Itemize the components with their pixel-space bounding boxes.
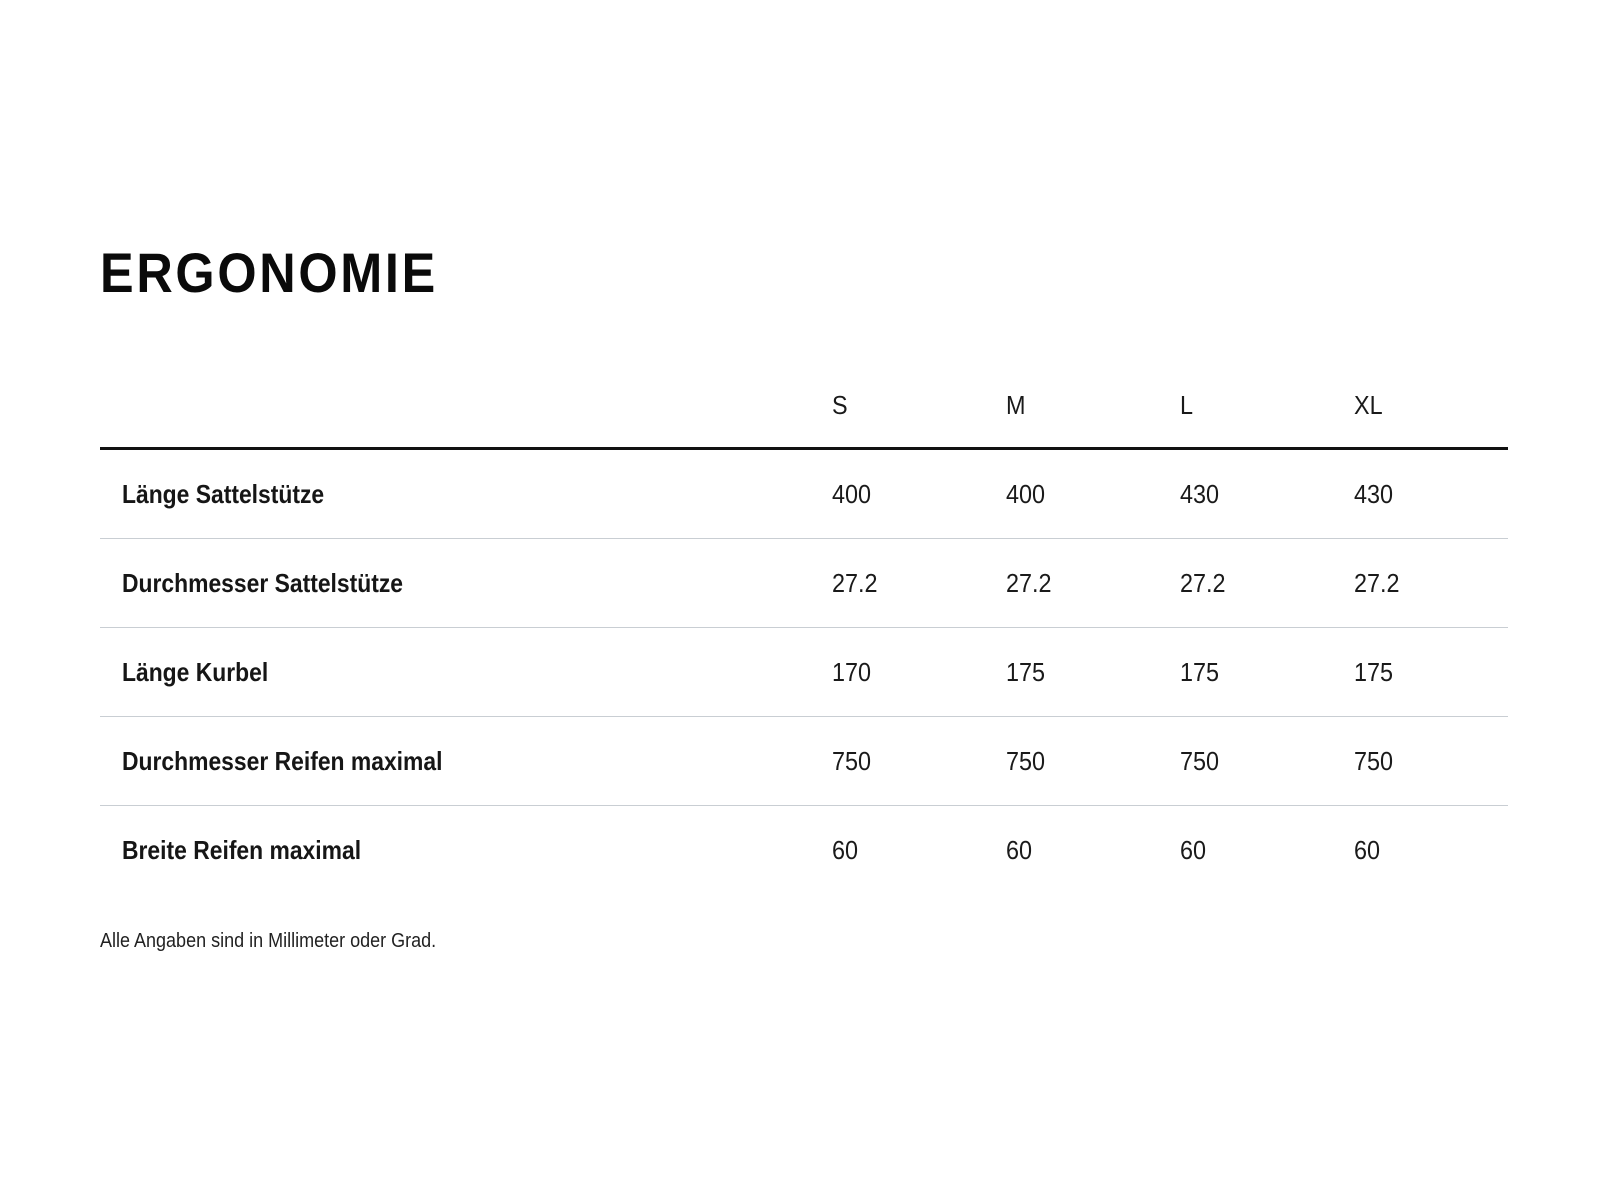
row-label: Durchmesser Sattelstütze [122, 568, 404, 598]
table-cell: 27.2 [1354, 568, 1400, 598]
column-header-s: S [832, 390, 848, 420]
ergonomics-table [100, 362, 1508, 895]
table-header-row [100, 362, 1508, 450]
column-header-xl: XL [1354, 390, 1383, 420]
table-cell: 27.2 [1180, 568, 1226, 598]
table-cell: 27.2 [1006, 568, 1052, 598]
row-label: Durchmesser Reifen maximal [122, 746, 443, 776]
table-cell: 430 [1180, 479, 1220, 509]
table-cell: 400 [1006, 479, 1046, 509]
table-cell: 175 [1354, 657, 1394, 687]
table-cell: 60 [1354, 835, 1381, 865]
table-cell: 175 [1006, 657, 1046, 687]
table-cell: 60 [1180, 835, 1207, 865]
units-footnote: Alle Angaben sind in Millimeter oder Grad. [100, 930, 437, 952]
table-row [100, 628, 1508, 717]
table-cell: 170 [832, 657, 872, 687]
column-header-l: L [1180, 390, 1194, 420]
table-cell: 750 [832, 746, 872, 776]
table-row [100, 717, 1508, 806]
table-cell: 27.2 [832, 568, 878, 598]
table-cell: 175 [1180, 657, 1220, 687]
row-label: Länge Sattelstütze [122, 479, 325, 509]
table-cell: 60 [1006, 835, 1033, 865]
section-title: ERGONOMIE [100, 241, 438, 304]
table-cell: 430 [1354, 479, 1394, 509]
row-label: Breite Reifen maximal [122, 835, 362, 865]
column-header-m: M [1006, 390, 1026, 420]
table-cell: 750 [1354, 746, 1394, 776]
table-cell: 750 [1006, 746, 1046, 776]
table-cell: 750 [1180, 746, 1220, 776]
table-cell: 400 [832, 479, 872, 509]
table-row [100, 450, 1508, 539]
table-row [100, 806, 1508, 895]
row-label: Länge Kurbel [122, 657, 269, 687]
table-row [100, 539, 1508, 628]
table-cell: 60 [832, 835, 859, 865]
